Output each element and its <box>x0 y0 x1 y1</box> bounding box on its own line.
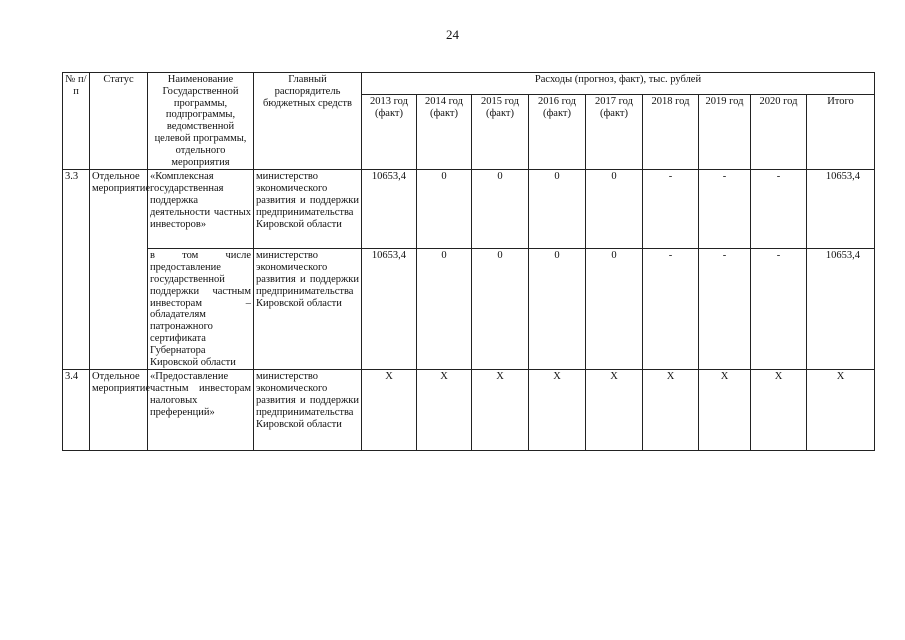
row-value: 10653,4 <box>362 249 417 370</box>
expenses-table <box>62 72 875 451</box>
row-value: Х <box>472 370 529 451</box>
row-value: 10653,4 <box>362 170 417 249</box>
row-total: Х <box>807 370 875 451</box>
row-value: - <box>751 249 807 370</box>
row-value: 0 <box>586 170 643 249</box>
row-total: 10653,4 <box>807 170 875 249</box>
table-row <box>63 170 875 249</box>
header-year: 2013 год (факт) <box>362 95 417 170</box>
header-name: Наименование Государственной программы, подпрограммы, ведомственной целевой программы, отдельного мероприятия <box>148 73 254 170</box>
header-row <box>63 73 875 95</box>
row-value: 0 <box>472 170 529 249</box>
page-number: 24 <box>446 27 459 42</box>
row-name: «Предоставление частным инвесторам налоговых преференций» <box>148 370 254 451</box>
row-value: Х <box>417 370 472 451</box>
row-value: 0 <box>472 249 529 370</box>
row-value: Х <box>699 370 751 451</box>
row-value: 0 <box>417 249 472 370</box>
header-year: 2014 год (факт) <box>417 95 472 170</box>
row-status: Отдельное мероприятие <box>90 370 148 451</box>
header-year: 2017 год (факт) <box>586 95 643 170</box>
row-value: Х <box>362 370 417 451</box>
table-row <box>63 370 875 451</box>
header-no: № п/п <box>63 73 90 170</box>
row-value: - <box>643 249 699 370</box>
row-admin: министерство экономического развития и поддержки предпринимательства Кировской области <box>254 370 362 451</box>
header-year: 2015 год (факт) <box>472 95 529 170</box>
row-value: - <box>643 170 699 249</box>
header-year: 2016 год (факт) <box>529 95 586 170</box>
row-value: 0 <box>417 170 472 249</box>
row-value: Х <box>586 370 643 451</box>
row-number: 3.4 <box>63 370 90 451</box>
row-value: 0 <box>529 170 586 249</box>
row-value: 0 <box>586 249 643 370</box>
header-status: Статус <box>90 73 148 170</box>
row-admin: министерство экономического развития и поддержки предпринимательства Кировской области <box>254 249 362 370</box>
row-value: Х <box>529 370 586 451</box>
header-admin: Главный распорядитель бюджетных средств <box>254 73 362 170</box>
row-value: 0 <box>529 249 586 370</box>
row-name: «Комплексная государственная поддержка деятельности частных инвесторов» <box>148 170 254 249</box>
header-expenses: Расходы (прогноз, факт), тыс. рублей <box>362 73 875 95</box>
row-value: Х <box>643 370 699 451</box>
row-value: - <box>699 249 751 370</box>
row-name: в том числе предоставление государственной поддержки частным инвесторам – обладателям патронажного сертификата Губернатора Кировской области <box>148 249 254 370</box>
row-admin: министерство экономического развития и поддержки предпринимательства Кировской области <box>254 170 362 249</box>
header-total: Итого <box>807 95 875 170</box>
table-row <box>63 249 875 370</box>
row-number: 3.3 <box>63 170 90 370</box>
row-total: 10653,4 <box>807 249 875 370</box>
header-year: 2018 год <box>643 95 699 170</box>
row-value: Х <box>751 370 807 451</box>
row-status: Отдельное мероприятие <box>90 170 148 370</box>
header-year: 2020 год <box>751 95 807 170</box>
row-value: - <box>751 170 807 249</box>
row-value: - <box>699 170 751 249</box>
header-year: 2019 год <box>699 95 751 170</box>
